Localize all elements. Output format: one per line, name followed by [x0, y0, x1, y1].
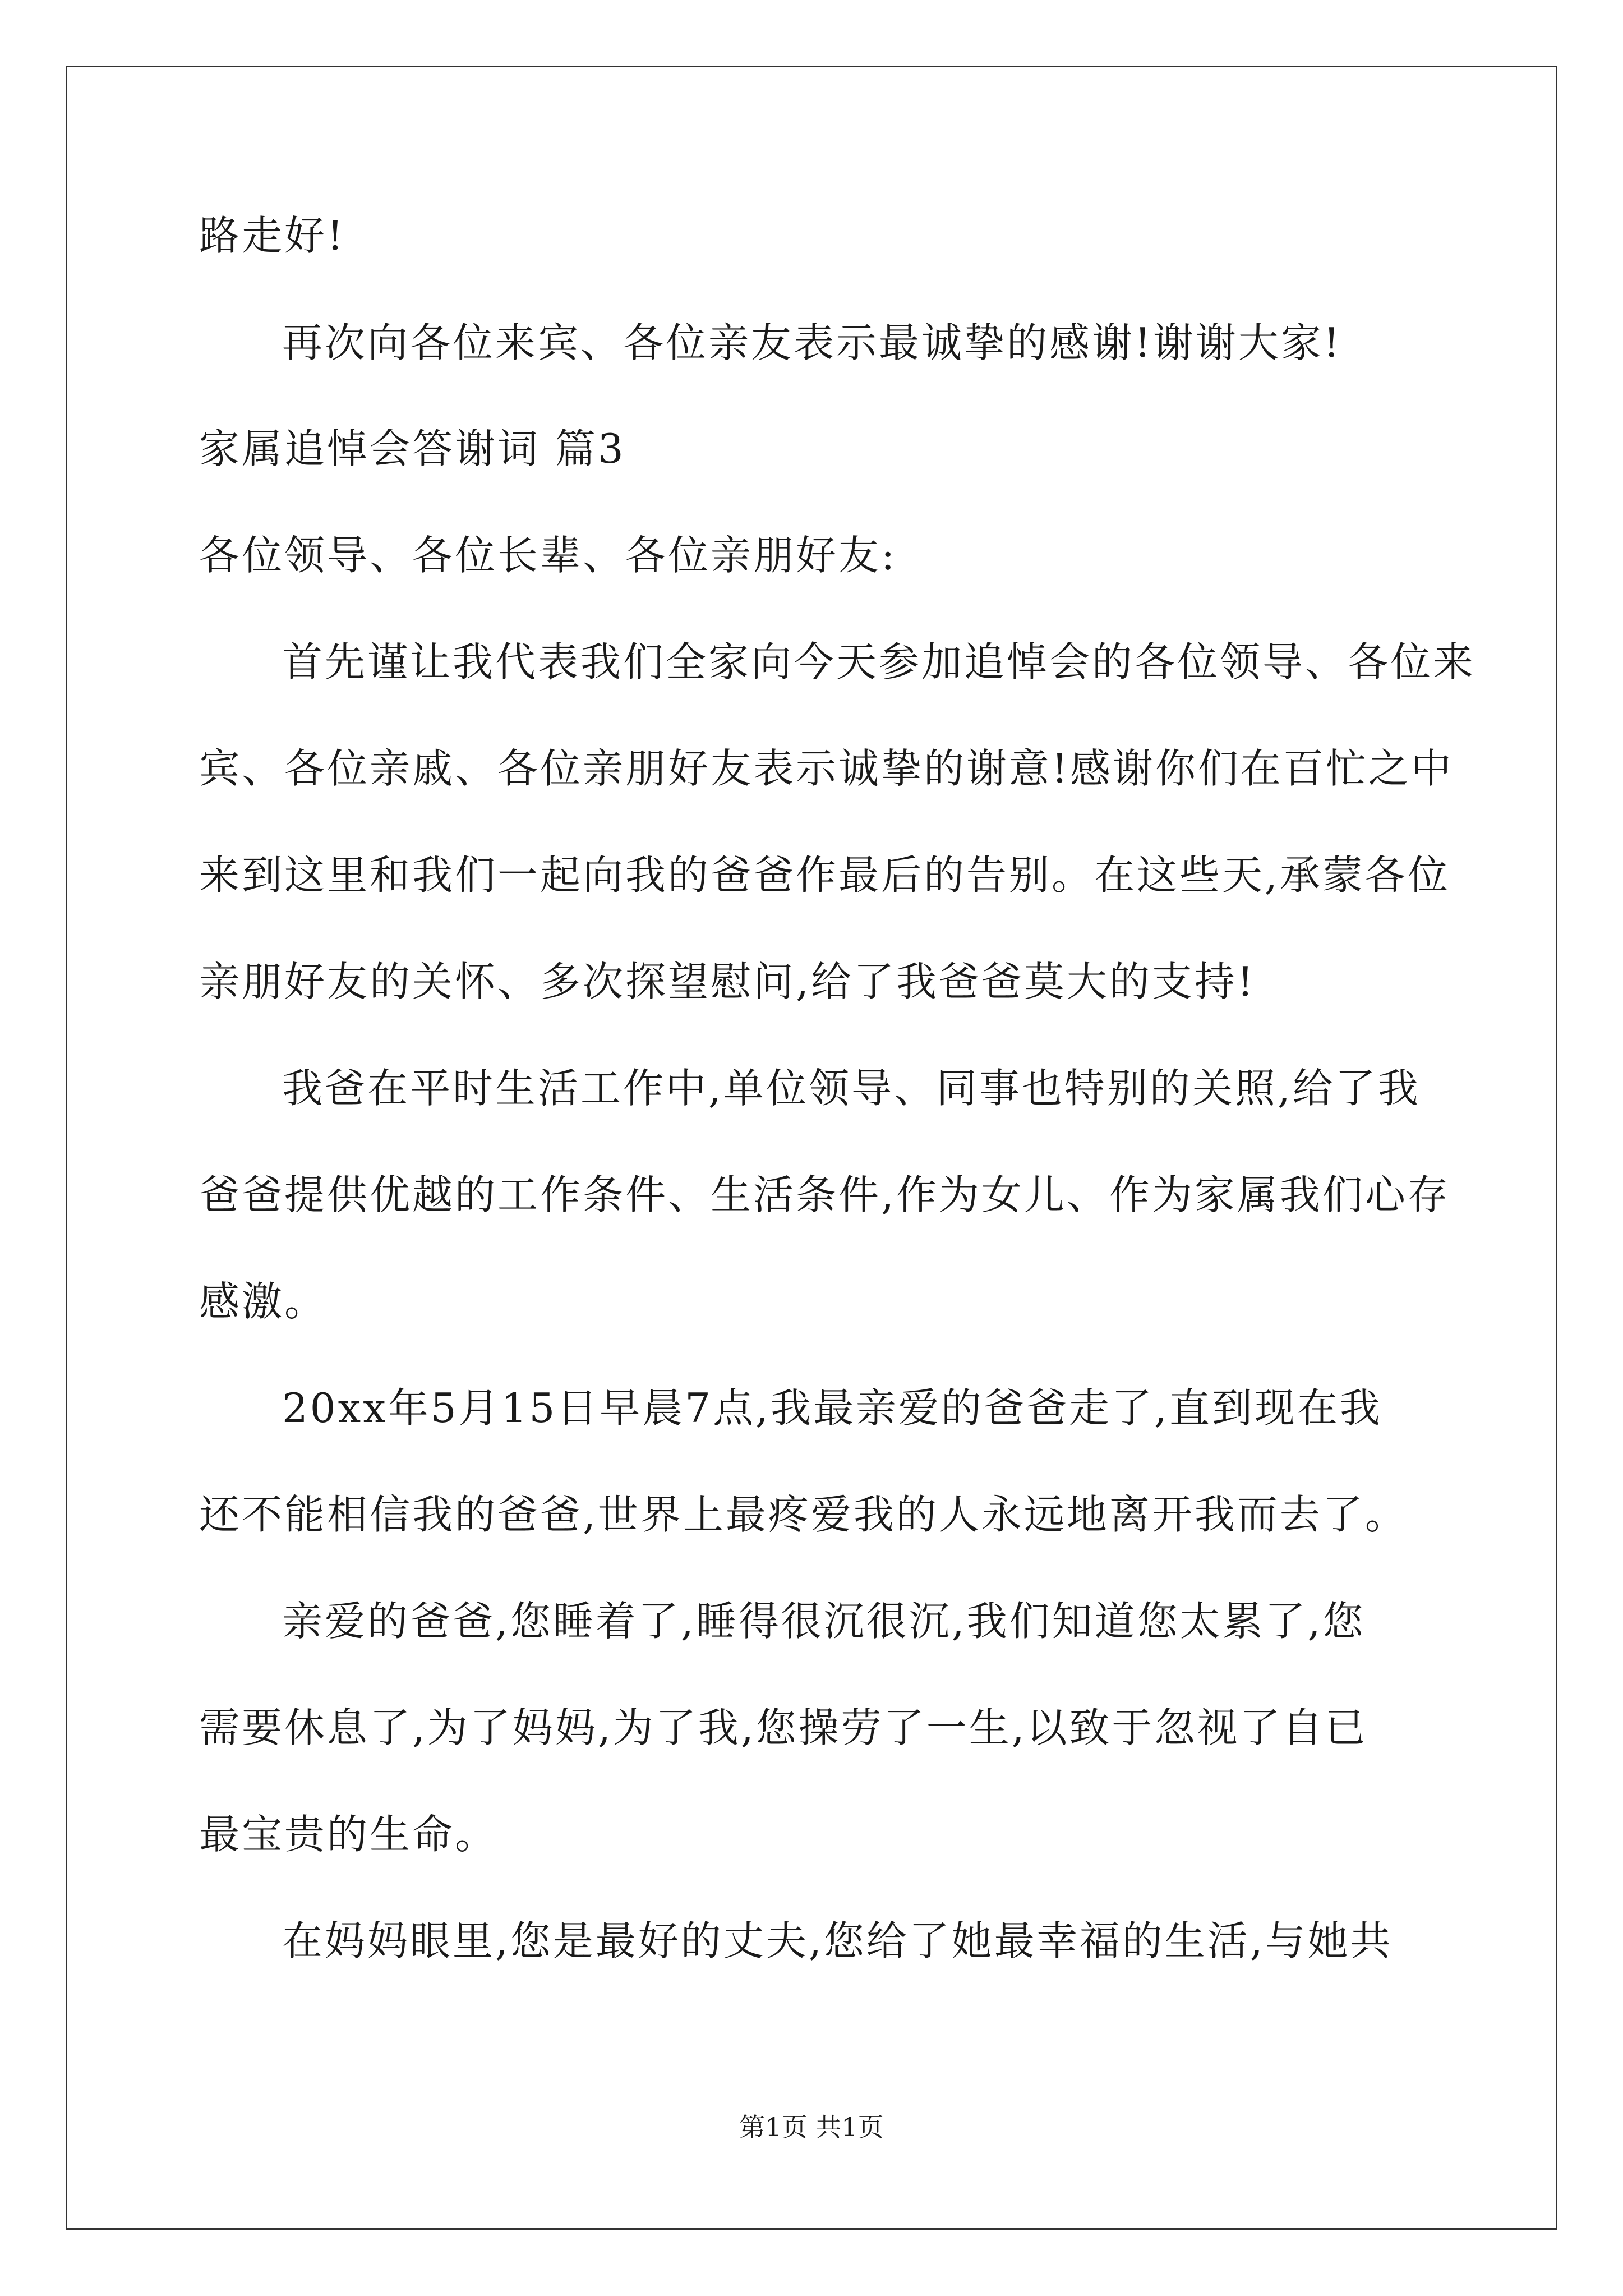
text-line: 还不能相信我的爸爸,世界上最疼爱我的人永远地离开我而去了。 — [199, 1491, 1408, 1538]
text-line: 感激。 — [199, 1278, 328, 1325]
text-line: 需要休息了,为了妈妈,为了我,您操劳了一生,以致于忽视了自已 — [199, 1704, 1368, 1751]
page-footer: 第1页 共1页 — [739, 2112, 884, 2142]
text-line: 路走好! — [199, 212, 345, 259]
text-line: 首先谨让我代表我们全家向今天参加追悼会的各位领导、各位来 — [282, 638, 1476, 685]
text-line: 我爸在平时生活工作中,单位领导、同事也特别的关照,给了我 — [282, 1065, 1421, 1112]
text-line: 来到这里和我们一起向我的爸爸作最后的告别。在这些天,承蒙各位 — [199, 852, 1450, 899]
text-line: 最宝贵的生命。 — [199, 1811, 498, 1858]
salutation: 各位领导、各位长辈、各位亲朋好友: — [199, 532, 897, 579]
text-line: 爸爸提供优越的工作条件、生活条件,作为女儿、作为家属我们心存 — [199, 1171, 1450, 1218]
text-line: 亲爱的爸爸,您睡着了,睡得很沉很沉,我们知道您太累了,您 — [282, 1598, 1366, 1645]
text-line: 宾、各位亲戚、各位亲朋好友表示诚挚的谢意!感谢你们在百忙之中 — [199, 745, 1454, 792]
page-border — [66, 66, 1557, 2230]
text-line: 亲朋好友的关怀、多次探望慰问,给了我爸爸莫大的支持! — [199, 958, 1256, 1005]
section-heading: 家属追悼会答谢词 篇3 — [199, 425, 626, 472]
text-line: 在妈妈眼里,您是最好的丈夫,您给了她最幸福的生活,与她共 — [282, 1917, 1393, 1964]
text-line: 20xx年5月15日早晨7点,我最亲爱的爸爸走了,直到现在我 — [282, 1384, 1382, 1432]
text-line: 再次向各位来宾、各位亲友表示最诚挚的感谢!谢谢大家! — [282, 319, 1342, 366]
